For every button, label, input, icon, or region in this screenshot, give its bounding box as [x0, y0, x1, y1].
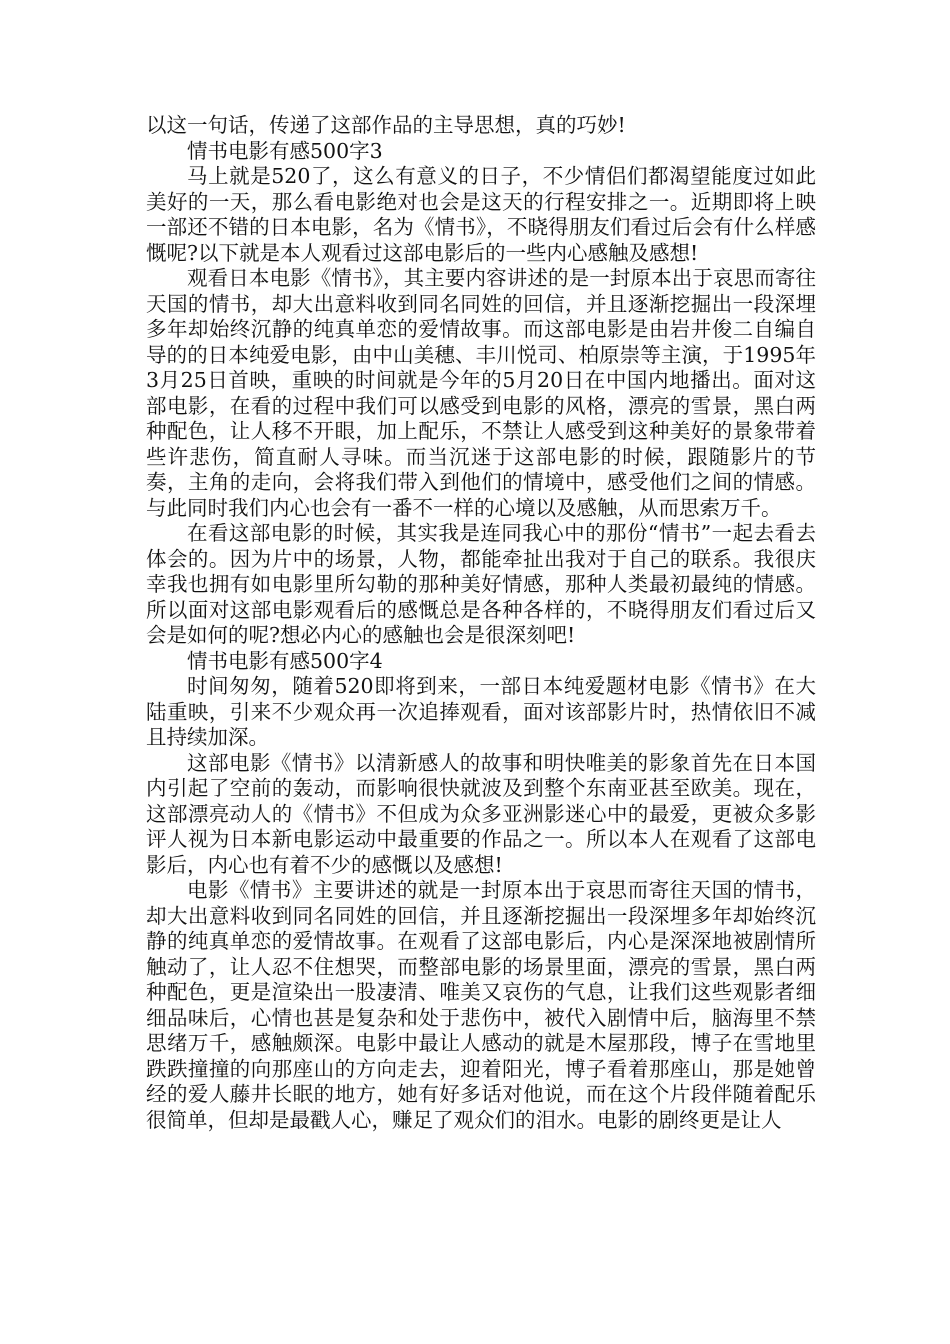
- document-body: [146, 113, 816, 1133]
- paragraph: 时间匆匆，随着520即将到来，一部日本纯爱题材电影《情书》在大陆重映，引来不少观众再一次追捧观看，面对该部影片时，热情依旧不减且持续加深。: [146, 674, 816, 749]
- paragraph-continuation: 以这一句话，传递了这部作品的主导思想，真的巧妙!: [146, 113, 626, 137]
- paragraph: 这部电影《情书》以清新感人的故事和明快唯美的影象首先在日本国内引起了空前的轰动，而影响很快就波及到整个东南亚甚至欧美。现在，这部漂亮动人的《情书》不但成为众多亚洲影迷心中的最爱，更被众多影评人视为日本新电影运动中最重要的作品之一。所以本人在观看了这部电影后，内心也有着不少的感慨以及感想!: [146, 750, 816, 877]
- paragraph: 在看这部电影的时候，其实我是连同我心中的那份“情书”一起去看去体会的。因为片中的场景，人物，都能牵扯出我对于自己的联系。我很庆幸我也拥有如电影里所勾勒的那种美好情感，那种人类最初最纯的情感。所以面对这部电影观看后的感慨总是各种各样的，不晓得朋友们看过后又会是如何的呢?想必内心的感触也会是很深刻吧!: [146, 521, 816, 647]
- section-heading-4: 情书电影有感500字4: [187, 648, 383, 673]
- section-heading-3: 情书电影有感500字3: [187, 138, 383, 163]
- paragraph: 马上就是520了，这么有意义的日子，不少情侣们都渴望能度过如此美好的一天，那么看电影绝对也会是这天的行程安排之一。近期即将上映一部还不错的日本电影，名为《情书》，不晓得朋友们看过后会有什么样感慨呢?以下就是本人观看过这部电影后的一些内心感触及感想!: [146, 164, 816, 265]
- paragraph: 电影《情书》主要讲述的就是一封原本出于哀思而寄往天国的情书，却大出意料收到同名同姓的回信，并且逐渐挖掘出一段深埋多年却始终沉静的纯真单恋的爱情故事。在观看了这部电影后，内心是深深地被剧情所触动了，让人忍不住想哭，而整部电影的场景里面，漂亮的雪景，黑白两种配色，更是渲染出一股凄清、唯美又哀伤的气息，让我们这些观影者细细品味后，心情也甚是复杂和处于悲伤中，被代入剧情中后，脑海里不禁思绪万千，感触颇深。电影中最让人感动的就是木屋那段，博子在雪地里跌跌撞撞的向那座山的方向走去，迎着阳光，博子看着那座山，那是她曾经的爱人藤井长眠的地方，她有好多话对他说，而在这个片段伴随着配乐很简单，但却是最戳人心，赚足了观众们的泪水。电影的剧终更是让人: [146, 878, 816, 1132]
- paragraph: 观看日本电影《情书》，其主要内容讲述的是一封原本出于哀思而寄往天国的情书，却大出意料收到同名同姓的回信，并且逐渐挖掘出一段深埋多年却始终沉静的纯真单恋的爱情故事。而这部电影是由岩井俊二自编自导的的日本纯爱电影，由中山美穗、丰川悦司、柏原崇等主演，于1995年3月25日首映，重映的时间就是今年的5月20日在中国内地播出。面对这部电影，在看的过程中我们可以感受到电影的风格，漂亮的雪景，黑白两种配色，让人移不开眼，加上配乐，不禁让人感受到这种美好的景象带着些许悲伤，简直耐人寻味。而当沉迷于这部电影的时候，跟随影片的节奏，主角的走向，会将我们带入到他们的情境中，感受他们之间的情感。与此同时我们内心也会有一番不一样的心境以及感触，从而思索万千。: [146, 266, 816, 520]
